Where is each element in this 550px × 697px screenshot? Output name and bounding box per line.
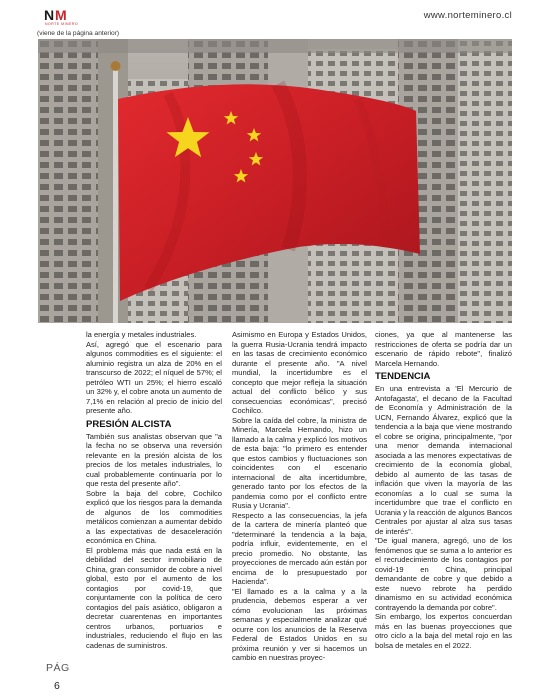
- paragraph: El problema más que nada está en la debilidad del sector inmobiliario de China, gran consumidor de cobre a nivel global, esto por el aumento de los contagios por covid-19, que conjuntamente con la política de cero contagios del país asiático, obligaron a decretar cuarentenas en importantes centros urbanos, portuarios e industriales, reduciendo el flujo en las cadenas de suministros.: [86, 545, 222, 650]
- paragraph: Sobre la caída del cobre, la ministra de Minería, Marcela Hernando, hizo un llamado a la calma y explicó los motivos de esta baja: "lo primero es entender que estos cambios y fluctuaciones son coincidentes con el escenario internacional de alta incertidumbre, generado tanto por los efectos de la pandemia como por el conflicto entre Rusia y Ucrania".: [232, 415, 367, 510]
- logo-subtitle: NORTE MINERO: [45, 22, 79, 26]
- logo-letter-n: N: [44, 7, 54, 23]
- section-heading-presion-alcista: PRESIÓN ALCISTA: [86, 418, 172, 430]
- paragraph: En una entrevista a 'El Mercurio de Antofagasta', el decano de la Facultad de Economía y Administración de la UCN, Fernando Álvarez, explicó que la tendencia a la baja que viene mostrando el cobre se origina, principalmente, "por una menor demanda internacional asociada a las menores expectativas de crecimiento de la economía global, debido al aumento de las tasas de inflación que viven la mayoría de las economías a lo cual se suma la incertidumbre que trae el conflicto en Ucrania y la reacción de algunos Bancos Centrales por ajustar al alza sus tasas de interés".: [375, 384, 512, 536]
- paragraph: ciones, ya que al mantenerse las restricciones de oferta se podría dar un escenario de rápido rebote", finalizó Marcela Hernando.: [375, 330, 512, 368]
- site-url: www.norteminero.cl: [423, 10, 512, 21]
- paragraph: Asimismo en Europa y Estados Unidos, la guerra Rusia-Ucrania tendrá impacto en las tasas de crecimiento económico durante el presente año. "A nivel mundial, la incertidumbre es el concepto que mejor refleja la situación actual del conflicto bélico y sus consecuencias económicas", precisó Cochilco.: [232, 330, 367, 415]
- paragraph: También sus analistas observan que "a la fecha no se observa una reversión relevante en la presión alcista de los precios de los metales industriales, lo cual probablemente continuaría por lo que resta del presente año".: [86, 431, 222, 488]
- paragraph: "El llamado es a la calma y a la prudencia, debemos esperar a ver cómo evolucionan las próximas semanas y especialmente analizar qué ocurre con los anuncios de la Reserva Federal de Estados Unidos en su próxima reunión y ver si hacemos un cambio en nuestras proyec-: [232, 586, 367, 662]
- paragraph: Respecto a las consecuencias, la jefa de la cartera de minería planteó que "determinaré la tendencia a la baja, podría influir, evidentemente, en el precio promedio. No obstante, las proyecciones de mercado aún están por encima de lo presupuestado por Hacienda".: [232, 510, 367, 586]
- norte-minero-logo: [44, 7, 79, 29]
- page-number: 6: [54, 680, 60, 692]
- paragraph: "De igual manera, agregó, uno de los fenómenos que se suma a lo anterior es el recrudecimiento de los contagios por covid-19 en China, principal demandante de cobre y que debido a este nuevo rebrote ha perdido dinamismo en su actividad económica contrayendo la demanda por cobre".: [375, 536, 512, 612]
- page-label: PÁG: [46, 662, 70, 674]
- article-column-2: [232, 330, 367, 663]
- paragraph: Sin embargo, los expertos concuerdan más en las buenas proyecciones que otro ciclo a la baja del metal rojo en las bolsa de metales en el 2022.: [375, 612, 512, 650]
- continued-note: (viene de la página anterior): [37, 30, 120, 37]
- paragraph: Así, agregó que el escenario para algunos commodities es el siguiente: el aluminio registra un alza de 20% en el transcurso de 2022; el níquel de 57%; el petróleo WTI un 25%; el hierro escaló un 32% y, el cobre anota un aumento de 7,1% en relación al precio de inicio del presente año.: [86, 339, 222, 415]
- logo-letter-m: M: [55, 7, 66, 23]
- paragraph: Sobre la baja del cobre, Cochilco explicó que los riesgos para la demanda de algunos de los commodities metálicos comienzan a aumentar debido a las expectativas de desaceleración económica en China.: [86, 488, 222, 545]
- paragraph: la energía y metales industriales.: [86, 330, 197, 339]
- section-heading-tendencia: TENDENCIA: [375, 371, 431, 382]
- article-column-3: [375, 330, 512, 650]
- article-column-1: [86, 330, 222, 650]
- china-flag-photo: [38, 39, 512, 323]
